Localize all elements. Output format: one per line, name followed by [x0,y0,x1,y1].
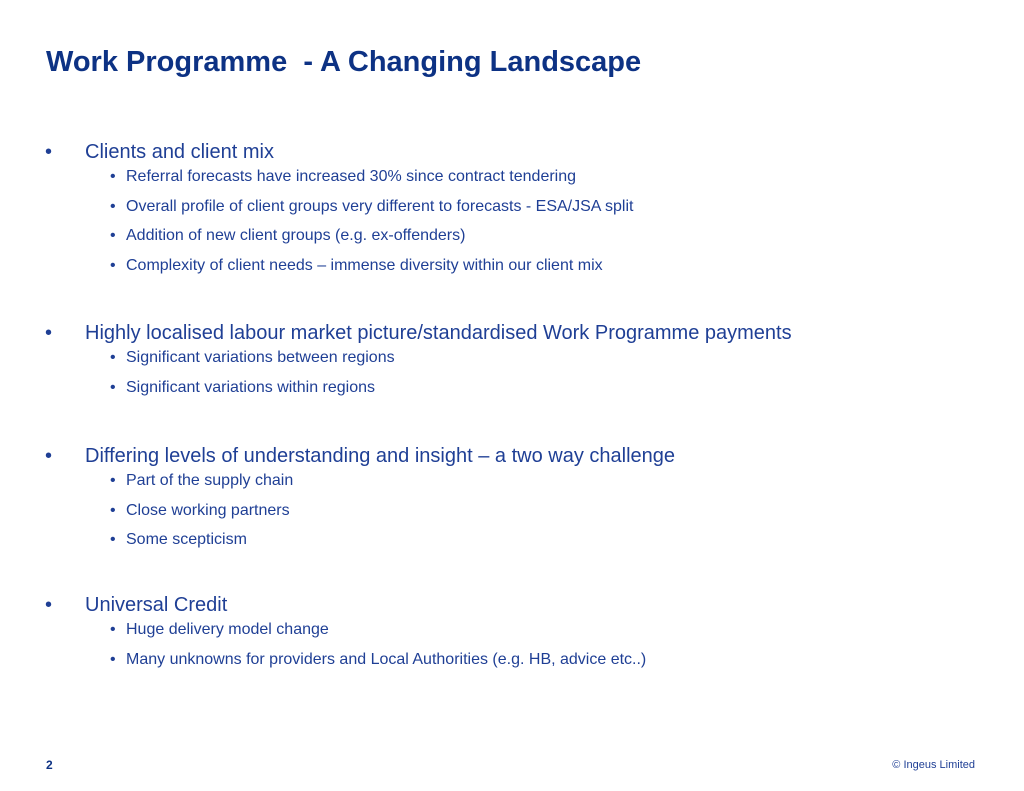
copyright-notice: © Ingeus Limited [892,759,975,771]
bullet-heading: Clients and client mix [85,141,274,163]
bullet-marker: • [110,650,116,668]
bullet-marker: • [110,168,116,185]
bullet-heading: Highly localised labour market picture/standardised Work Programme payments [85,322,792,344]
list-item [0,255,1024,285]
bullet-marker: • [110,256,116,274]
bullet-item-level1 [0,138,1024,166]
sub-bullet-list [0,619,1024,678]
sub-bullet-text: Referral forecasts have increased 30% since contract tendering [126,168,577,185]
sub-bullet-text: Significant variations between regions [126,349,395,366]
sub-bullet-list [0,166,1024,284]
sub-bullet-text: Overall profile of client groups very different to forecasts - ESA/JSA split [126,197,634,215]
section-labour-market [0,319,1024,406]
bullet-marker: • [45,594,53,616]
sub-bullet-text: Addition of new client groups (e.g. ex-offenders) [126,227,466,244]
sub-bullet-list [0,347,1024,406]
bullet-marker: • [45,445,53,467]
sub-bullet-list [0,470,1024,559]
bullet-marker: • [110,501,116,519]
list-item [0,500,1024,530]
bullet-item-level1 [0,442,1024,470]
bullet-heading: Universal Credit [85,594,228,616]
list-item [0,649,1024,679]
list-item [0,470,1024,500]
list-item [0,347,1024,377]
bullet-item-level1 [0,591,1024,619]
bullet-marker: • [110,531,116,548]
bullet-marker: • [110,227,116,244]
sub-bullet-text: Complexity of client needs – immense diversity within our client mix [126,256,603,274]
list-item [0,196,1024,226]
section-understanding [0,442,1024,559]
sub-bullet-text: Significant variations within regions [126,378,376,396]
bullet-marker: • [110,349,116,366]
page-number: 2 [46,758,53,772]
bullet-marker: • [110,378,116,396]
slide-title: Work Programme - A Changing Landscape [46,46,642,78]
list-item [0,377,1024,407]
list-item [0,225,1024,255]
section-clients [0,138,1024,284]
sub-bullet-text: Huge delivery model change [126,621,329,638]
bullet-marker: • [110,197,116,215]
sub-bullet-text: Some scepticism [126,531,247,548]
sub-bullet-text: Part of the supply chain [126,472,294,489]
section-universal-credit [0,591,1024,678]
list-item [0,166,1024,196]
bullet-item-level1 [0,319,1024,347]
bullet-marker: • [45,322,53,344]
bullet-marker: • [110,472,116,489]
sub-bullet-text: Close working partners [126,501,290,519]
bullet-marker: • [110,621,116,638]
list-item [0,529,1024,559]
bullet-marker: • [45,141,53,163]
sub-bullet-text: Many unknowns for providers and Local Authorities (e.g. HB, advice etc..) [126,650,647,668]
bullet-heading: Differing levels of understanding and insight – a two way challenge [85,445,675,467]
list-item [0,619,1024,649]
